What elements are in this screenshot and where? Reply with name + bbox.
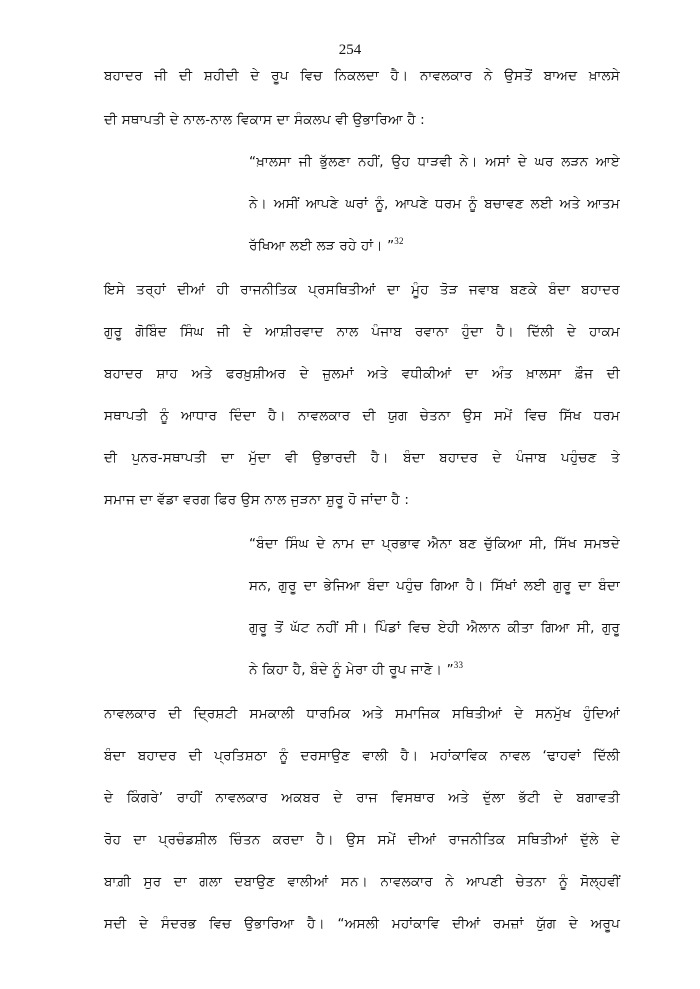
quote-text: ਨੇ ਕਿਹਾ ਹੈ, ਬੰਦੇ ਨੂੰ ਮੇਰਾ ਹੀ ਰੂਪ ਜਾਣੋ। ” [249,662,454,678]
quote-line: ਨੇ। ਅਸੀਂ ਆਪਣੇ ਘਰਾਂ ਨੂੰ, ਆਪਣੇ ਧਰਮ ਨੂੰ ਬਚਾਵਣ ਲਈ ਅਤੇ ਆਤਮ [249,196,620,212]
text-line: ਨਾਵਲਕਾਰ ਦੀ ਦ੍ਰਿਸ਼ਟੀ ਸਮਕਾਲੀ ਧਾਰਮਿਕ ਅਤੇ ਸਮਾਜਿਕ ਸਥਿਤੀਆਂ ਦੇ ਸਨਮੁੱਖ ਹੁੰਦਿਆਂ [104,706,620,722]
footnote-marker: 32 [394,236,404,246]
text-line: ਸਦੀ ਦੇ ਸੰਦਰਭ ਵਿਚ ਉਭਾਰਿਆ ਹੈ। “ਅਸਲੀ ਮਹਾਂਕਾਵਿ ਦੀਆਂ ਰਮਜ਼ਾਂ ਯੁੱਗ ਦੇ ਅਰੂਪ [104,916,620,932]
text-line: ਸਥਾਪਤੀ ਨੂੰ ਆਧਾਰ ਦਿੰਦਾ ਹੈ। ਨਾਵਲਕਾਰ ਦੀ ਯੁਗ ਚੇਤਨਾ ਉਸ ਸਮੇਂ ਵਿਚ ਸਿੱਖ ਧਰਮ [104,408,620,424]
quote-line [249,236,620,256]
quote-text: ਰੱਖਿਆ ਲਈ ਲੜ ਰਹੇ ਹਾਂ। ” [249,238,395,254]
text-line: ਬਹਾਦਰ ਜੀ ਦੀ ਸ਼ਹੀਦੀ ਦੇ ਰੂਪ ਵਿਚ ਨਿਕਲਦਾ ਹੈ। ਨਾਵਲਕਾਰ ਨੇ ਉਸਤੋਂ ਬਾਅਦ ਖ਼ਾਲਸੇ [104,68,620,84]
quote-line: “ਬੰਦਾ ਸਿੰਘ ਦੇ ਨਾਮ ਦਾ ਪ੍ਰਭਾਵ ਐਨਾ ਬਣ ਚੁੱਕਿਆ ਸੀ, ਸਿੱਖ ਸਮਝਦੇ [249,536,620,552]
text-line: ਦੀ ਸਥਾਪਤੀ ਦੇ ਨਾਲ-ਨਾਲ ਵਿਕਾਸ ਦਾ ਸੰਕਲਪ ਵੀ ਉਭਾਰਿਆ ਹੈ : [104,112,425,128]
quote-line: ਗੁਰੂ ਤੋਂ ਘੱਟ ਨਹੀਂ ਸੀ। ਪਿੰਡਾਂ ਵਿਚ ਏਹੀ ਐਲਾਨ ਕੀਤਾ ਗਿਆ ਸੀ, ਗੁਰੂ [249,620,620,636]
quote-line [249,660,620,680]
text-line: ਦੇ ਕਿੰਗਰੇ’ ਰਾਹੀਂ ਨਾਵਲਕਾਰ ਅਕਬਰ ਦੇ ਰਾਜ ਵਿਸਥਾਰ ਅਤੇ ਦੁੱਲਾ ਭੱਟੀ ਦੇ ਬਗਾਵਤੀ [104,790,620,806]
text-line: ਬਾਗ਼ੀ ਸੁਰ ਦਾ ਗਲਾ ਦਬਾਉਣ ਵਾਲੀਆਂ ਸਨ। ਨਾਵਲਕਾਰ ਨੇ ਆਪਣੀ ਚੇਤਨਾ ਨੂੰ ਸੋਲ੍ਹਵੀਂ [104,874,620,890]
text-line: ਦੀ ਪੁਨਰ-ਸਥਾਪਤੀ ਦਾ ਮੁੱਦਾ ਵੀ ਉਭਾਰਦੀ ਹੈ। ਬੰਦਾ ਬਹਾਦਰ ਦੇ ਪੰਜਾਬ ਪਹੁੰਚਣ ਤੇ [104,450,620,466]
quote-line: ਸਨ, ਗੁਰੂ ਦਾ ਭੇਜਿਆ ਬੰਦਾ ਪਹੁੰਚ ਗਿਆ ਹੈ। ਸਿੱਖਾਂ ਲਈ ਗੁਰੂ ਦਾ ਬੰਦਾ [249,578,620,594]
text-line: ਬਹਾਦਰ ਸ਼ਾਹ ਅਤੇ ਫਰਖ਼ੁਸ਼ੀਅਰ ਦੇ ਜ਼ੁਲਮਾਂ ਅਤੇ ਵਧੀਕੀਆਂ ਦਾ ਅੰਤ ਖ਼ਾਲਸਾ ਫ਼ੌਜ ਦੀ [104,366,620,382]
text-line: ਗੁਰੂ ਗੋਬਿੰਦ ਸਿੰਘ ਜੀ ਦੇ ਆਸ਼ੀਰਵਾਦ ਨਾਲ ਪੰਜਾਬ ਰਵਾਨਾ ਹੁੰਦਾ ਹੈ। ਦਿੱਲੀ ਦੇ ਹਾਕਮ [104,324,620,340]
page-number: 254 [338,42,362,58]
text-line: ਇਸੇ ਤਰ੍ਹਾਂ ਦੀਆਂ ਹੀ ਰਾਜਨੀਤਿਕ ਪ੍ਰਸਥਿਤੀਆਂ ਦਾ ਮੂੰਹ ਤੋੜ ਜਵਾਬ ਬਣਕੇ ਬੰਦਾ ਬਹਾਦਰ [104,282,620,298]
quote-line: “ਖ਼ਾਲਸਾ ਜੀ ਭੁੱਲਣਾ ਨਹੀਂ, ਉਹ ਧਾੜਵੀ ਨੇ। ਅਸਾਂ ਦੇ ਘਰ ਲੜਨ ਆਏ [249,154,620,170]
text-line: ਬੰਦਾ ਬਹਾਦਰ ਦੀ ਪ੍ਰਤਿਸ਼ਠਾ ਨੂੰ ਦਰਸਾਉਣ ਵਾਲੀ ਹੈ। ਮਹਾਂਕਾਵਿਕ ਨਾਵਲ ‘ਢਾਹਵਾਂ ਦਿੱਲੀ [104,748,620,764]
text-line: ਰੋਹ ਦਾ ਪ੍ਰਚੰਡਸ਼ੀਲ ਚਿੰਤਨ ਕਰਦਾ ਹੈ। ਉਸ ਸਮੇਂ ਦੀਆਂ ਰਾਜਨੀਤਿਕ ਸਥਿਤੀਆਂ ਦੁੱਲੇ ਦੇ [104,832,620,848]
text-line: ਸਮਾਜ ਦਾ ਵੱਡਾ ਵਰਗ ਫਿਰ ਉਸ ਨਾਲ ਜੁੜਨਾ ਸ਼ੁਰੂ ਹੋ ਜਾਂਦਾ ਹੈ : [104,492,410,508]
footnote-marker: 33 [453,660,464,670]
